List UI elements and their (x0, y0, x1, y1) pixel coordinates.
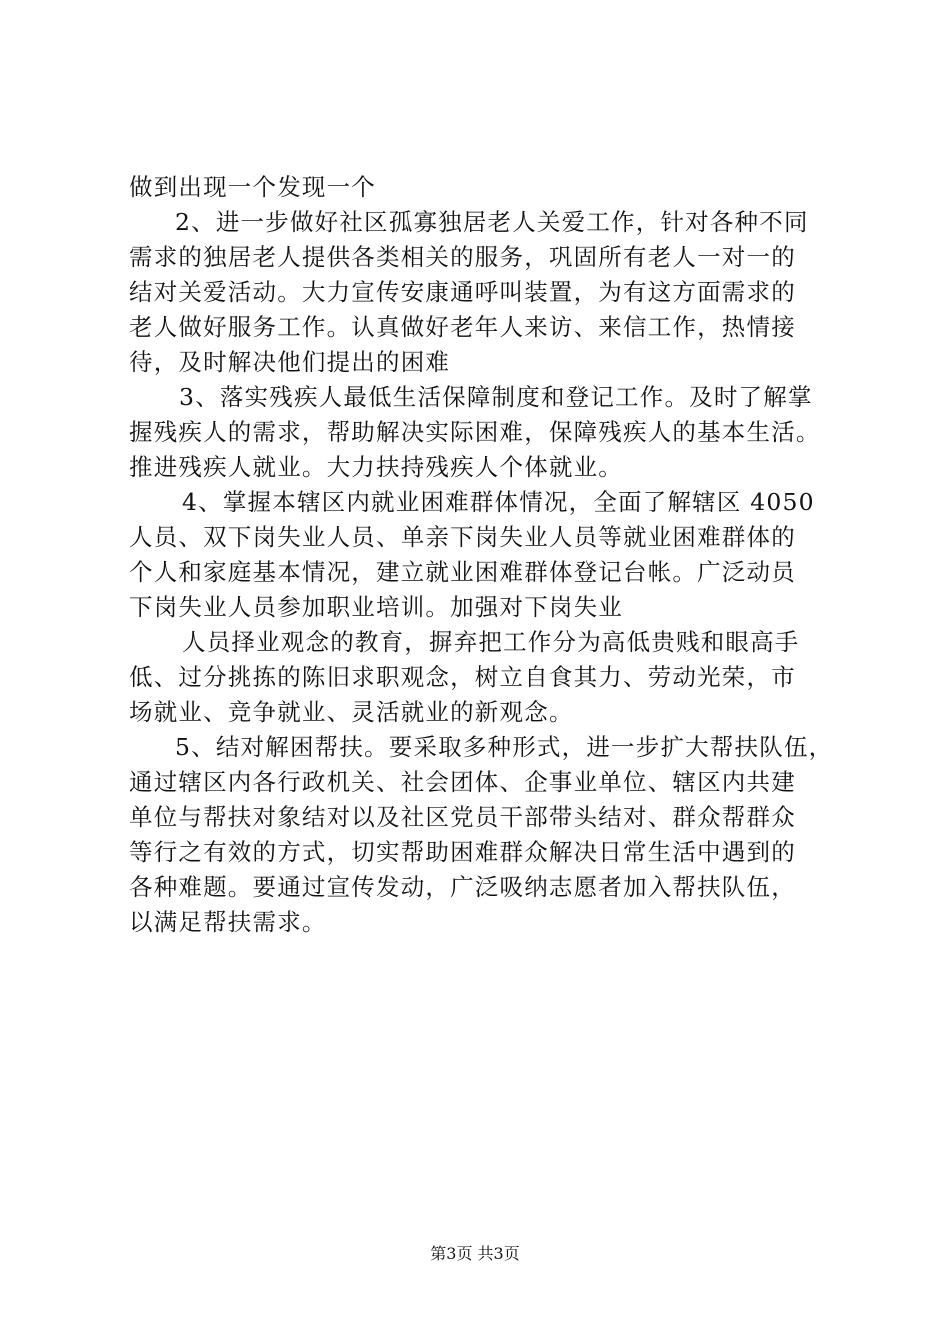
text-line: 人员、双下岗失业人员、单亲下岗失业人员等就业困难群体的 (129, 523, 796, 551)
document-body (129, 170, 849, 940)
text-line-paragraph-4-start: 4、掌握本辖区内就业困难群体情况，全面了解辖区 4050 (182, 488, 815, 516)
text-line: 等行之有效的方式，切实帮助困难群众解决日常生活中遇到的 (129, 838, 796, 866)
text-line: 低、过分挑拣的陈旧求职观念，树立自食其力、劳动光荣，市 (129, 663, 796, 691)
text-line: 待，及时解决他们提出的困难 (129, 348, 451, 376)
text-line-paragraph-5-start: 5、结对解困帮扶。要采取多种形式，进一步扩大帮扶队伍， (175, 733, 834, 761)
text-line: 通过辖区内各行政机关、社会团体、企事业单位、辖区内共建 (129, 768, 796, 796)
text-line: 做到出现一个发现一个 (129, 173, 376, 201)
text-line: 个人和家庭基本情况，建立就业困难群体登记台帐。广泛动员 (129, 558, 796, 586)
text-line: 老人做好服务工作。认真做好老年人来访、来信工作，热情接 (129, 313, 796, 341)
text-line: 下岗失业人员参加职业培训。加强对下岗失业 (129, 593, 623, 621)
text-line: 场就业、竞争就业、灵活就业的新观念。 (129, 698, 574, 726)
text-line: 结对关爱活动。大力宣传安康通呼叫装置，为有这方面需求的 (129, 278, 796, 306)
text-line: 各种难题。要通过宣传发动，广泛吸纳志愿者加入帮扶队伍， (129, 873, 796, 901)
page-number-footer: 第3页 共3页 (430, 1244, 520, 1263)
text-line-paragraph-2-start: 2、进一步做好社区孤寡独居老人关爱工作，针对各种不同 (175, 208, 809, 236)
text-line-paragraph-3-start: 3、落实残疾人最低生活保障制度和登记工作。及时了解掌 (179, 383, 813, 411)
text-line: 单位与帮扶对象结对以及社区党员干部带头结对、群众帮群众 (129, 803, 796, 831)
text-line: 握残疾人的需求，帮助解决实际困难，保障残疾人的基本生活。 (129, 418, 821, 446)
text-line: 以满足帮扶需求。 (129, 908, 327, 936)
text-line-continuation-start: 人员择业观念的教育，摒弃把工作分为高低贵贱和眼高手 (182, 628, 800, 656)
text-line: 推进残疾人就业。大力扶持残疾人个体就业。 (129, 453, 623, 481)
text-line: 需求的独居老人提供各类相关的服务，巩固所有老人一对一的 (129, 243, 796, 271)
